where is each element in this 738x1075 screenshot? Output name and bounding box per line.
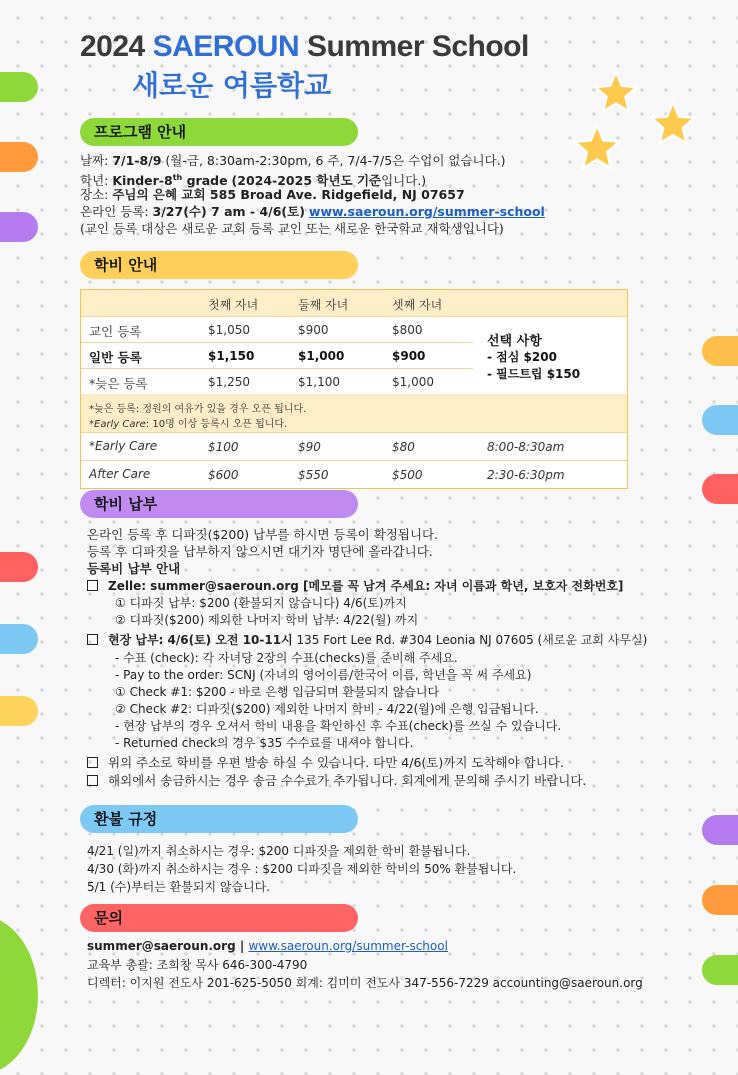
table-row: After Care $600 $550 $500 2:30-6:30pm [89,467,565,482]
refund-line2: 4/30 (화)까지 취소하시는 경우 : $200 디파짓을 제외한 학비의 50% 환불됩니다. [87,862,517,876]
side-tab-green-right [702,955,738,985]
tuition-table [80,289,628,489]
table-row: *Early Care $100 $90 $80 8:00-8:30am [89,439,565,454]
contact-director: 교육부 총괄: 조희창 목사 646-300-4790 [87,958,308,972]
side-tab-blue-right [702,405,738,435]
corner-circle-green [0,915,38,1075]
program-online: 온라인 등록: 3/27(수) 7 am - 4/6(토) www.saeroun.org/summer-school [80,204,545,219]
star-icon [572,123,622,171]
side-tab-green [0,72,38,102]
payment-zelle-2: ② 디파짓($200) 제외한 나머지 학비 납부: 4/22(월) 까지 [115,613,419,627]
table-row: 교인 등록 $1,050 $900 $800 [89,323,423,339]
payment-mail: 위의 주소로 학비를 우편 발송 하실 수 있습니다. 다만 4/6(토)까지 도착해야 합니다. [87,754,564,771]
side-tab-red [0,552,38,582]
program-place: 장소: 주님의 은혜 교회 585 Broad Ave. Ridgefield, NJ 07657 [80,187,465,202]
payment-subheading: 등록비 납부 안내 [87,561,181,576]
star-icon [649,100,697,146]
section-heading-tuition: 학비 안내 [80,251,358,279]
column-header: 둘째 자녀 [298,298,349,312]
side-tab-blue [0,624,38,654]
table-row: *늦은 등록 $1,250 $1,100 $1,000 [89,375,434,391]
option-lunch: - 점심 $200 [487,350,557,364]
column-header: 셋째 자녀 [392,298,443,312]
program-date: 날짜: 7/1-8/9 (월-금, 8:30am-2:30pm, 6 주, 7/4-7/5은 수업이 없습니다.) [80,153,506,168]
page-title-korean: 새로운 여름학교 [132,69,332,102]
refund-line1: 4/21 (일)까지 취소하시는 경우: $200 디파짓을 제외한 학비 환불됩니다. [87,844,471,858]
options-title: 선택 사항 [487,334,542,349]
table-notes-row: *늦은 등록: 정원의 여유가 있을 경우 오픈 됩니다. *Early Care: 10명 이상 등록시 오픈 됩니다. [81,394,627,432]
refund-line3: 5/1 (수)부터는 환불되지 않습니다. [87,880,271,894]
payment-onsite-6: - Returned check의 경우 $35 수수료를 내셔야 합니다. [115,736,414,750]
payment-zelle: Zelle: summer@saeroun.org [메모를 꼭 남겨 주세요: 자녀 이름과 학년, 보호자 전화번호] [87,578,623,595]
contact-email[interactable]: summer@saeroun.org [87,939,236,953]
payment-line1: 온라인 등록 후 디파짓($200) 납부를 하시면 등록이 확정됩니다. [87,527,439,542]
checkbox-icon [87,775,98,786]
payment-onsite-4: ② Check #2: 디파짓($200) 제외한 나머지 학비 - 4/22(월)에 은행 입금됩니다. [115,702,539,716]
registration-link[interactable]: www.saeroun.org/summer-school [308,204,545,219]
payment-onsite-5: - 현장 납부의 경우 오셔서 학비 내용을 확인하신 후 수표(check)를 쓰실 수 있습니다. [115,719,562,733]
section-heading-program: 프로그램 안내 [80,118,358,146]
contact-link[interactable]: www.saeroun.org/summer-school [248,939,448,953]
program-note: (교인 등록 대상은 새로운 교회 등록 교인 또는 새로운 한국학교 재학생입니다) [80,221,504,236]
section-heading-refund: 환불 규정 [80,805,358,833]
side-tab-yellow [0,696,38,726]
payment-onsite-2: - Pay to the order: SCNJ (자녀의 영어이름/한국어 이름, 학년을 꼭 써 주세요) [115,668,532,682]
section-heading-contact: 문의 [80,904,358,932]
program-grade: 학년: Kinder-8th grade (2024-2025 학년도 기준입니다.) [80,173,427,189]
payment-onsite-1: - 수표 (check): 각 자녀당 2장의 수표(checks)를 준비해 주세요. [115,651,458,665]
payment-line2: 등록 후 디파짓을 납부하지 않으시면 대기자 명단에 올라갑니다. [87,544,433,559]
table-row: 일반 등록 $1,150 $1,000 $900 [89,349,426,365]
payment-zelle-1: ① 디파짓 납부: $200 (환불되지 않습니다) 4/6(토)까지 [115,596,407,610]
contact-email-line: summer@saeroun.org | www.saeroun.org/summer-school [87,939,448,953]
page-title: 2024 SAEROUN Summer School [80,30,529,63]
table-header-row [81,290,627,316]
side-tab-orange-right-2 [702,885,738,915]
side-tab-orange-right [702,336,738,366]
payment-onsite-3: ① Check #1: $200 - 바로 은행 입금되며 환불되지 않습니다 [115,685,440,699]
checkbox-icon [87,634,98,645]
option-trip: - 필드트립 $150 [487,367,581,381]
checkbox-icon [87,580,98,591]
side-tab-purple [0,212,38,242]
payment-overseas: 해외에서 송금하시는 경우 송금 수수료가 추가됩니다. 회계에게 문의해 주시기 바랍니다. [87,772,586,789]
side-tab-purple-right [702,815,738,845]
payment-onsite: 현장 납부: 4/6(토) 오전 10-11시 135 Fort Lee Rd. #304 Leonia NJ 07605 (새로운 교회 사무실) [87,632,647,649]
contact-staff: 디렉터: 이지원 전도사 201-625-5050 회계: 김미미 전도사 347-556-7229 accounting@saeroun.org [87,976,643,990]
section-heading-payment: 학비 납부 [80,490,358,518]
side-tab-red-right [702,474,738,504]
star-icon [593,70,639,114]
column-header: 첫째 자녀 [208,298,259,312]
checkbox-icon [87,757,98,768]
side-tab-orange [0,142,38,172]
